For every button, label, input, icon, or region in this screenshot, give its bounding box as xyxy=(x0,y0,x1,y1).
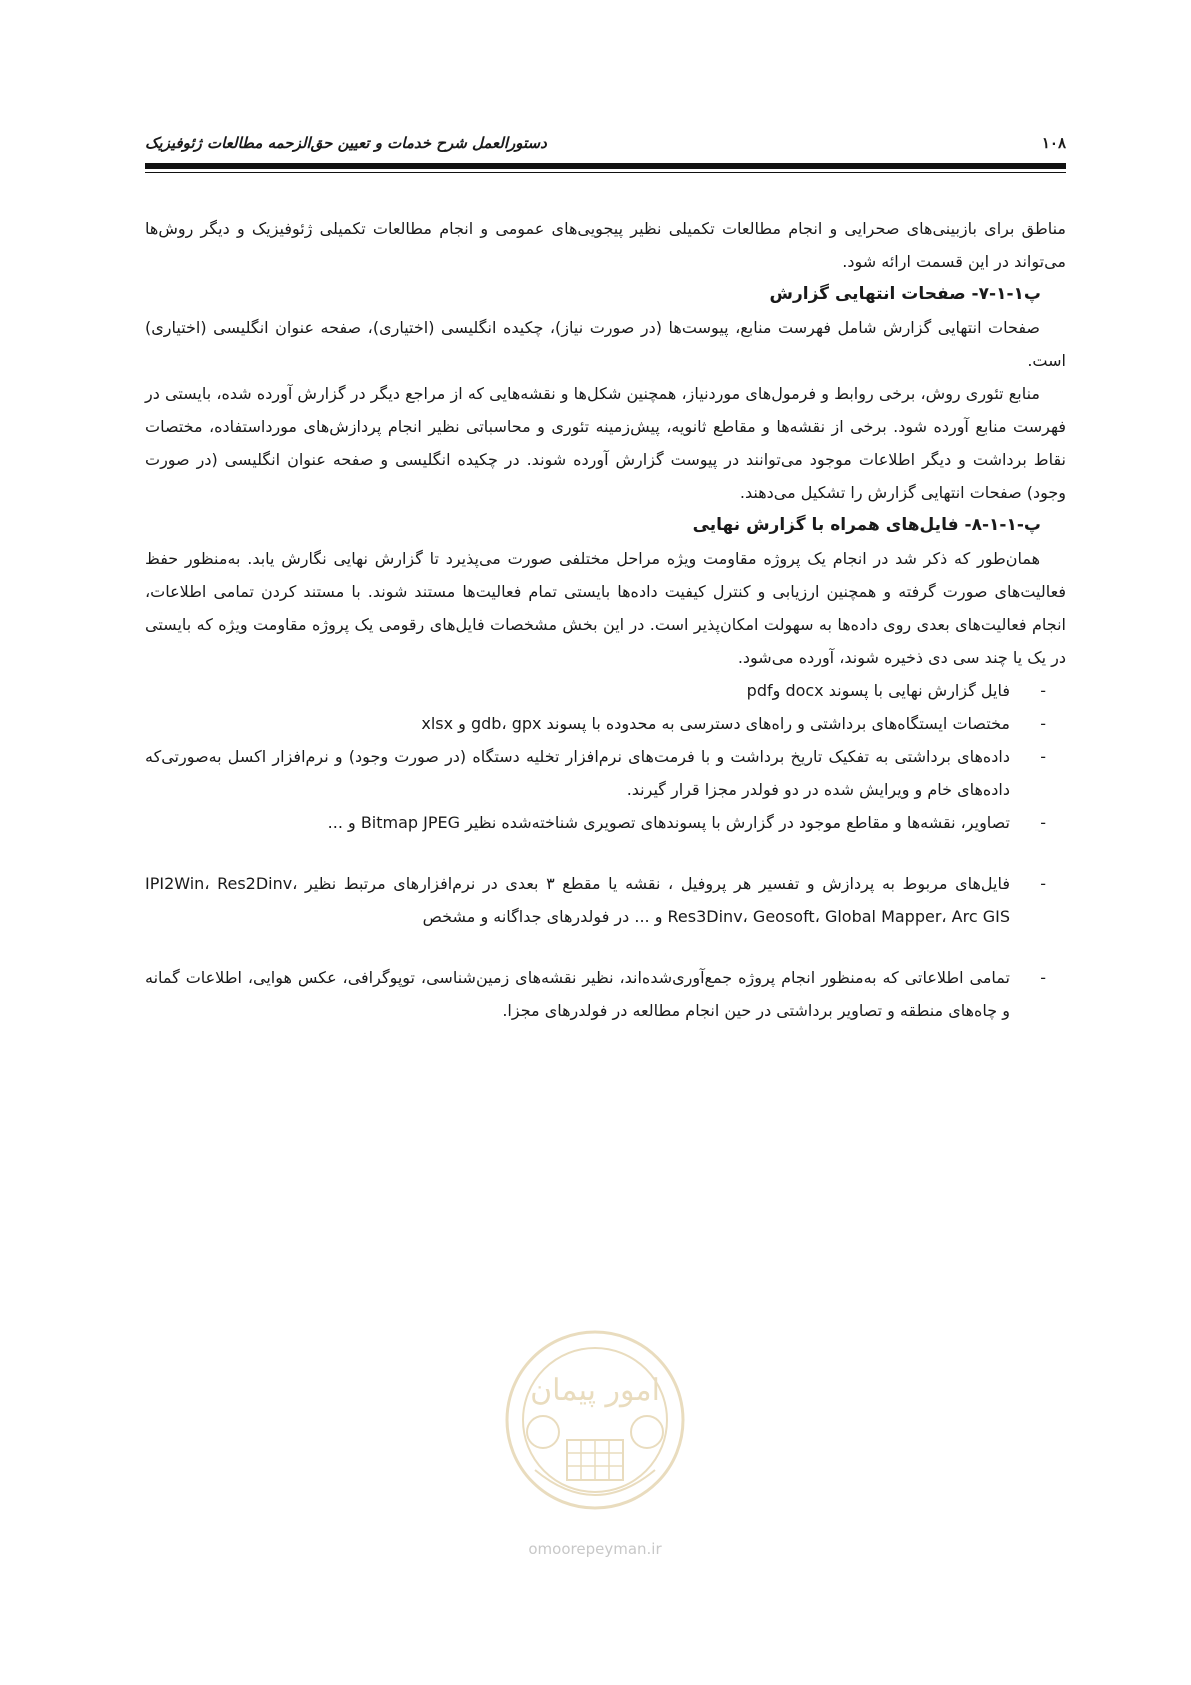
list-item xyxy=(145,867,1066,933)
bullet-dash: - xyxy=(1040,968,1046,987)
header-rule-thick xyxy=(145,163,1066,169)
body-content xyxy=(145,212,1066,1027)
section-heading-end-pages: پ۱-۱-۷- صفحات انتهایی گزارش xyxy=(769,284,1041,304)
page-number: ۱۰۸ xyxy=(1041,134,1066,152)
page-header xyxy=(145,130,1066,156)
list-item-text: فایل گزارش نهایی با پسوند docx وpdf xyxy=(746,681,1010,700)
intro-paragraph: مناطق برای بازبینی‌های صحرایی و انجام مطالعات تکمیلی نظیر پیجویی‌های عمومی و انجام مطالعات تکمیلی ژئوفیزیک و دیگر روش‌ها می‌تواند در این قسمت ارائه شود. xyxy=(145,219,1066,271)
header-title: دستورالعمل شرح خدمات و تعیین حق‌الزحمه مطالعات ژئوفیزیک xyxy=(145,134,547,152)
paragraph-end-pages-1: صفحات انتهایی گزارش شامل فهرست منابع، پیوست‌ها (در صورت نیاز)، چکیده انگلیسی (اختیاری)، صفحه عنوان انگلیسی (اختیاری) است. xyxy=(145,318,1066,370)
list-item xyxy=(145,961,1066,1027)
section-heading-attached-files: پ-۱-۱-۸- فایل‌های همراه با گزارش نهایی xyxy=(692,515,1041,535)
bullet-dash: - xyxy=(1040,714,1046,733)
watermark-text: امور پیمان xyxy=(530,1373,660,1408)
list-item-text: مختصات ایستگاه‌های برداشتی و راه‌های دسترسی به محدوده با پسوند gdb، gpx و xlsx xyxy=(421,714,1010,733)
list-item xyxy=(145,806,1066,839)
list-item-text: تصاویر، نقشه‌ها و مقاطع موجود در گزارش با پسوندهای تصویری شناخته‌شده نظیر Bitmap JPEG و ... xyxy=(327,813,1010,832)
header-rule-thin xyxy=(145,172,1066,173)
watermark-site-text: omoorepeyman.ir xyxy=(528,1540,662,1558)
paragraph-end-pages-2: منابع تئوری روش، برخی روابط و فرمول‌های موردنیاز، همچنین شکل‌ها و نقشه‌هایی که از مراجع دیگر در گزارش آورده شده، بایستی در فهرست منابع آورده شود. برخی از نقشه‌ها و مقاطع ثانویه، پیش‌زمینه تئوری و محاسباتی نظیر انجام پردازش‌های مورداستفاده، مختصات نقاط برداشت و دیگر اطلاعات موجود می‌توانند در پیوست گزارش آورده شوند. در چکیده انگلیسی و صفحه عنوان انگلیسی (در صورت وجود) صفحات انتهایی گزارش را تشکیل می‌دهند. xyxy=(145,384,1066,502)
watermark-site xyxy=(480,1540,710,1558)
list-item xyxy=(145,740,1066,806)
paragraph-attached-files: همان‌طور که ذکر شد در انجام یک پروژه مقاومت ویژه مراحل مختلفی صورت می‌پذیرد تا گزارش نهایی نگارش یابد. به‌منظور حفظ فعالیت‌های صورت گرفته و همچنین ارزیابی و کنترل کیفیت داده‌ها بایستی تمام فعالیت‌ها مستند شوند. با مستند کردن تمامی اطلاعات، انجام فعالیت‌های بعدی روی داده‌ها به سهولت امکان‌پذیر است. در این بخش مشخصات فایل‌های رقومی یک پروژه مقاومت ویژه که بایستی در یک یا چند سی دی ذخیره شوند، آورده می‌شود. xyxy=(145,549,1066,667)
watermark-seal-icon xyxy=(495,1320,695,1540)
bullet-dash: - xyxy=(1040,874,1046,893)
list-item-text: داده‌های برداشتی به تفکیک تاریخ برداشت و با فرمت‌های نرم‌افزار تخلیه دستگاه (در صورت وجود) و نرم‌افزار اکسل به‌صورتی‌که داده‌های خام و ویرایش شده در دو فولدر مجزا قرار گیرند. xyxy=(145,747,1010,799)
list-item xyxy=(145,707,1066,740)
bullet-dash: - xyxy=(1040,681,1046,700)
list-item-text: تمامی اطلاعاتی که به‌منظور انجام پروژه جمع‌آوری‌شده‌اند، نظیر نقشه‌های زمین‌شناسی، توپوگرافی، عکس هوایی، اطلاعات گمانه و چاه‌های منطقه و تصاویر برداشتی در حین انجام مطالعه در فولدرهای مجزا. xyxy=(145,968,1010,1020)
file-list xyxy=(145,674,1066,1027)
bullet-dash: - xyxy=(1040,747,1046,766)
list-item xyxy=(145,674,1066,707)
list-item-text: فایل‌های مربوط به پردازش و تفسیر هر پروفیل ، نقشه یا مقطع ۳ بعدی در نرم‌افزارهای مرتبط نظیر IPI2Win، Res2Dinv، Res3Dinv، Geosoft، Global Mapper، Arc GIS و ... در فولدرهای جداگانه و مشخص xyxy=(145,874,1010,926)
bullet-dash: - xyxy=(1040,813,1046,832)
